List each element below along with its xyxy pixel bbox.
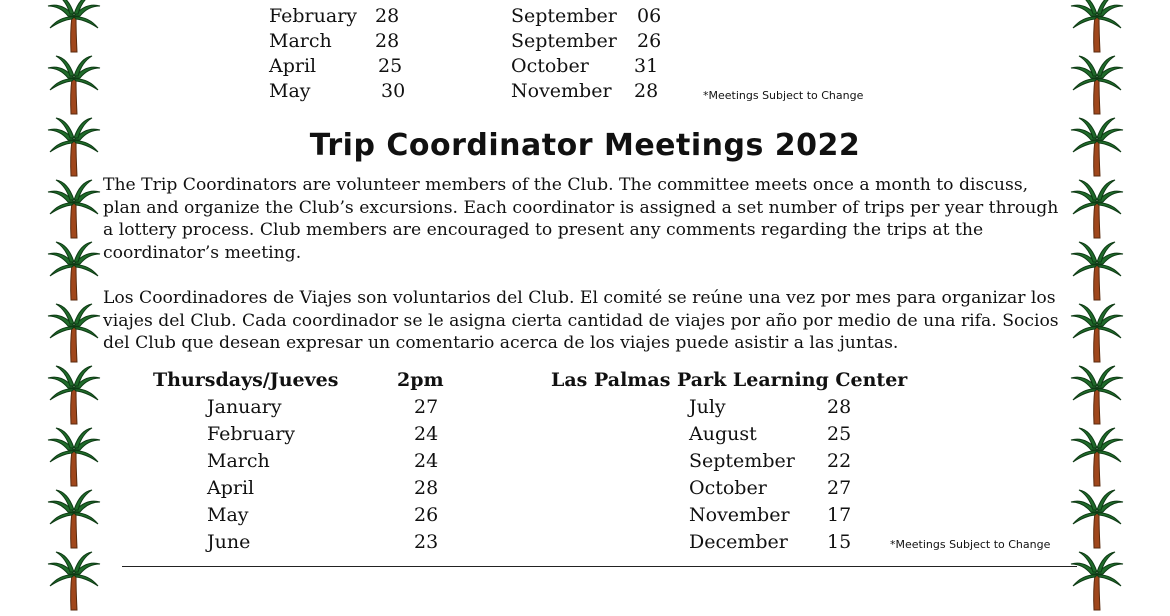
- schedule-month: August: [689, 423, 757, 445]
- schedule-month: June: [207, 531, 251, 553]
- palm-tree-icon: [1069, 178, 1125, 240]
- palm-tree-icon: [46, 178, 102, 240]
- schedule-month: July: [689, 396, 726, 418]
- top-right-month-1: September: [511, 5, 617, 27]
- top-left-day-1: 28: [375, 5, 400, 27]
- palm-tree-icon: [1069, 302, 1125, 364]
- top-right-month-2: September: [511, 30, 617, 52]
- palm-tree-icon: [1069, 550, 1125, 612]
- description-english: The Trip Coordinators are volunteer members of the Club. The committee meets once a month to discuss, plan and organize the Club’s excursions. Each coordinator is assigned a set number of trips per year through a lottery process. Club members are encouraged to present any comments regarding the trips at the coordinator’s meeting.: [103, 175, 1059, 263]
- palm-tree-icon: [1069, 240, 1125, 302]
- schedule-day: 28: [414, 477, 439, 499]
- top-left-day-2: 28: [375, 30, 400, 52]
- schedule-month: October: [689, 477, 767, 499]
- page-title: Trip Coordinator Meetings 2022: [309, 128, 861, 163]
- schedule-note: *Meetings Subject to Change: [890, 538, 1051, 551]
- top-right-day-1: 06: [637, 5, 662, 27]
- palm-tree-icon: [1069, 426, 1125, 488]
- palm-tree-icon: [46, 550, 102, 612]
- top-left-month-3: April: [269, 55, 317, 77]
- schedule-day: 17: [827, 504, 852, 526]
- top-left-day-3: 25: [378, 55, 403, 77]
- top-left-month-4: May: [269, 80, 311, 102]
- palm-tree-icon: [46, 54, 102, 116]
- top-right-day-2: 26: [637, 30, 662, 52]
- top-right-month-3: October: [511, 55, 589, 77]
- bottom-divider: [122, 566, 1077, 567]
- schedule-day: 24: [414, 450, 439, 472]
- schedule-month: December: [689, 531, 788, 553]
- schedule-day: 23: [414, 531, 439, 553]
- schedule-day-header: Thursdays/Jueves: [153, 369, 339, 391]
- schedule-day: 24: [414, 423, 439, 445]
- schedule-month: September: [689, 450, 795, 472]
- palm-tree-icon: [46, 488, 102, 550]
- top-right-day-4: 28: [634, 80, 659, 102]
- schedule-time-header: 2pm: [397, 369, 444, 391]
- schedule-month: February: [207, 423, 296, 445]
- top-left-day-4: 30: [381, 80, 406, 102]
- palm-tree-icon: [1069, 0, 1125, 54]
- top-schedule-note: *Meetings Subject to Change: [703, 89, 864, 102]
- schedule-day: 28: [827, 396, 852, 418]
- top-left-month-2: March: [269, 30, 332, 52]
- top-right-day-3: 31: [634, 55, 659, 77]
- schedule-day: 25: [827, 423, 852, 445]
- schedule-day: 27: [827, 477, 852, 499]
- description-spanish: Los Coordinadores de Viajes son voluntarios del Club. El comité se reúne una vez por mes para organizar los viajes del Club. Cada coordinador se le asigna cierta cantidad de viajes por año por medio de una rifa. Socios del Club que desean expresar un comentario acerca de los viajes puede asistir a las juntas.: [103, 288, 1059, 353]
- top-right-month-4: November: [511, 80, 612, 102]
- schedule-month: January: [207, 396, 282, 418]
- schedule-month: April: [207, 477, 255, 499]
- palm-tree-icon: [46, 302, 102, 364]
- palm-tree-icon: [46, 0, 102, 54]
- palm-tree-icon: [46, 364, 102, 426]
- palm-tree-icon: [46, 426, 102, 488]
- top-left-month-1: February: [269, 5, 358, 27]
- schedule-location-header: Las Palmas Park Learning Center: [551, 369, 908, 391]
- schedule-day: 22: [827, 450, 852, 472]
- schedule-day: 26: [414, 504, 439, 526]
- schedule-month: March: [207, 450, 270, 472]
- schedule-day: 27: [414, 396, 439, 418]
- palm-tree-icon: [1069, 54, 1125, 116]
- palm-tree-icon: [46, 240, 102, 302]
- schedule-month: May: [207, 504, 249, 526]
- schedule-day: 15: [827, 531, 852, 553]
- palm-tree-icon: [1069, 488, 1125, 550]
- palm-tree-icon: [1069, 364, 1125, 426]
- schedule-month: November: [689, 504, 790, 526]
